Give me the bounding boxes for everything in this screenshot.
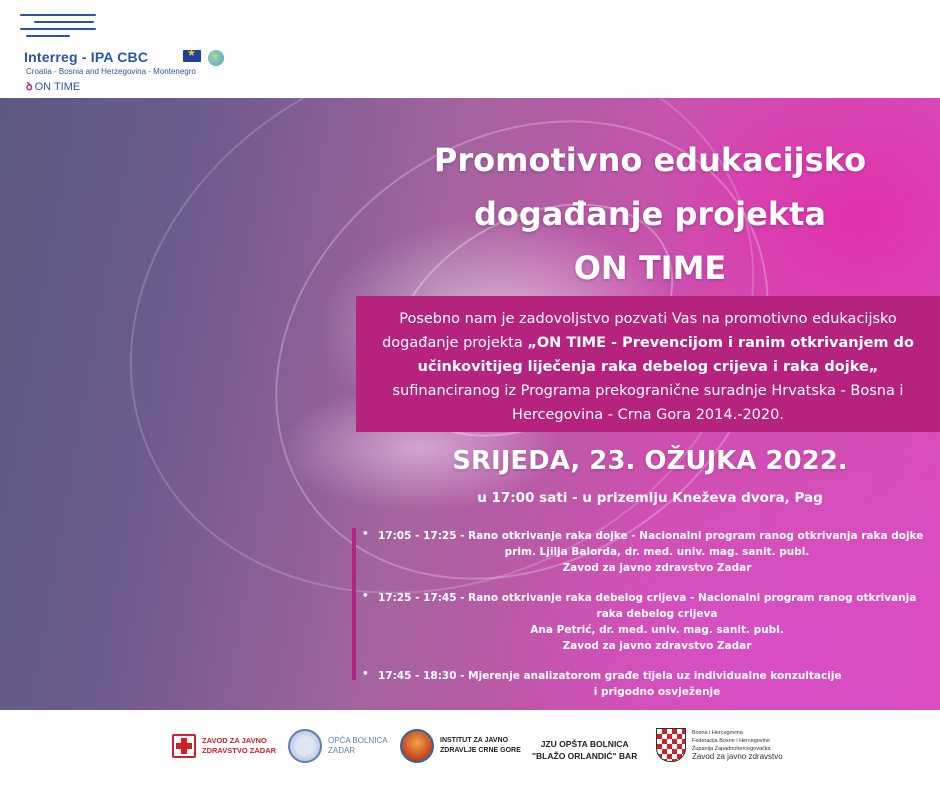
program-line: Zavod za javno zdravstvo Zadar xyxy=(562,562,752,574)
partner-ob-zadar xyxy=(288,729,388,763)
partner-line: ZDRAVLJE CRNE GORE xyxy=(440,747,521,754)
program-line: Zavod za javno zdravstvo Zadar xyxy=(562,640,752,652)
partners-footer xyxy=(0,710,940,788)
event-title xyxy=(360,133,940,295)
red-cross-icon xyxy=(172,734,196,758)
program-item xyxy=(362,590,936,654)
invite-part: sufinanciranog iz Programa prekogranične suradnje Hrvatska - Bosna i Hercegovina - Crna Gora 2014.-2020. xyxy=(392,383,904,423)
partner-line: "BLAŽO ORLANDIĆ" BAR xyxy=(532,751,638,761)
partner-jzu-bar xyxy=(532,738,637,762)
program-line: 17:45 - 18:30 - Mjerenje analizatorom građe tijela uz individualne konzultacije xyxy=(378,670,842,682)
program-line: 17:05 - 17:25 - Rano otkrivanje raka dojke - Nacionalni program ranog otkrivanja raka dojke xyxy=(378,530,924,542)
title-line: događanje projekta xyxy=(474,195,826,233)
header xyxy=(0,0,940,98)
program-countries: Croatia - Bosnia and Herzegovina - Montenegro xyxy=(26,67,196,76)
program-accent-bar xyxy=(352,528,356,680)
globe-icon xyxy=(208,50,224,66)
partner-line: ZADAR xyxy=(328,746,356,755)
partner-zzjz-zzh xyxy=(656,728,783,762)
partner-line: JZU OPŠTA BOLNICA xyxy=(540,739,629,749)
program-line: raka debelog crijeva xyxy=(596,608,718,620)
program-name: Interreg - IPA CBC xyxy=(24,49,149,65)
partner-zzjz-zadar xyxy=(172,734,276,758)
partner-ijz-cg xyxy=(400,729,521,763)
project-logo xyxy=(26,79,80,94)
partner-line: Županija Zapadnohercegovačka xyxy=(692,746,771,752)
program-line: prim. Ljilja Balorda, dr. med. univ. mag. sanit. publ. xyxy=(504,546,810,558)
hero-banner xyxy=(0,98,940,710)
program-item xyxy=(362,528,936,576)
title-line: ON TIME xyxy=(573,249,727,287)
partner-line: Federacija Bosne i Hercegovine xyxy=(692,738,770,744)
program-line: i prigodno osvježenje xyxy=(593,686,721,698)
partner-line: Zavod za javno zdravstvo xyxy=(692,752,783,761)
title-line: Promotivno edukacijsko xyxy=(433,141,867,179)
event-date: SRIJEDA, 23. OŽUJKA 2022. xyxy=(452,446,848,476)
institute-emblem-icon xyxy=(400,729,434,763)
program-item xyxy=(362,668,936,700)
hospital-seal-icon xyxy=(288,729,322,763)
checkered-coat-of-arms-icon xyxy=(656,728,686,762)
invite-part: Posebno nam je zadovoljstvo pozvati Vas na promotivno edukacijsko događanje projekta xyxy=(382,311,897,351)
interreg-waves-icon xyxy=(20,14,96,42)
partner-line: ZAVOD ZA JAVNO xyxy=(202,736,267,745)
bullet-icon: • xyxy=(362,590,369,602)
ribbon-icon: ꝺ xyxy=(26,81,33,93)
partner-line: OPĆA BOLNICA xyxy=(328,736,388,745)
invite-text xyxy=(364,307,932,427)
bullet-icon: • xyxy=(362,668,369,680)
event-time-place: u 17:00 sati - u prizemlju Kneževa dvora, Pag xyxy=(477,490,823,506)
partner-line: INSTITUT ZA JAVNO xyxy=(440,737,509,744)
program-line: 17:25 - 17:45 - Rano otkrivanje raka debelog crijeva - Nacionalni program ranog otkrivanja xyxy=(378,592,917,604)
bullet-icon: • xyxy=(362,528,369,540)
invite-project-name: „ON TIME - Prevencijom i ranim otkrivanjem do učinkovitijeg liječenja raka debelog crijeva i raka dojke„ xyxy=(417,335,914,375)
program-list xyxy=(362,528,936,710)
eu-flag-icon xyxy=(183,50,201,62)
program-line: Ana Petrić, dr. med. univ. mag. sanit. publ. xyxy=(530,624,784,636)
partner-line: Bosna i Hercegovina xyxy=(692,730,743,736)
project-logo-text: ON TIME xyxy=(34,81,81,93)
partner-line: ZDRAVSTVO ZADAR xyxy=(202,746,277,755)
